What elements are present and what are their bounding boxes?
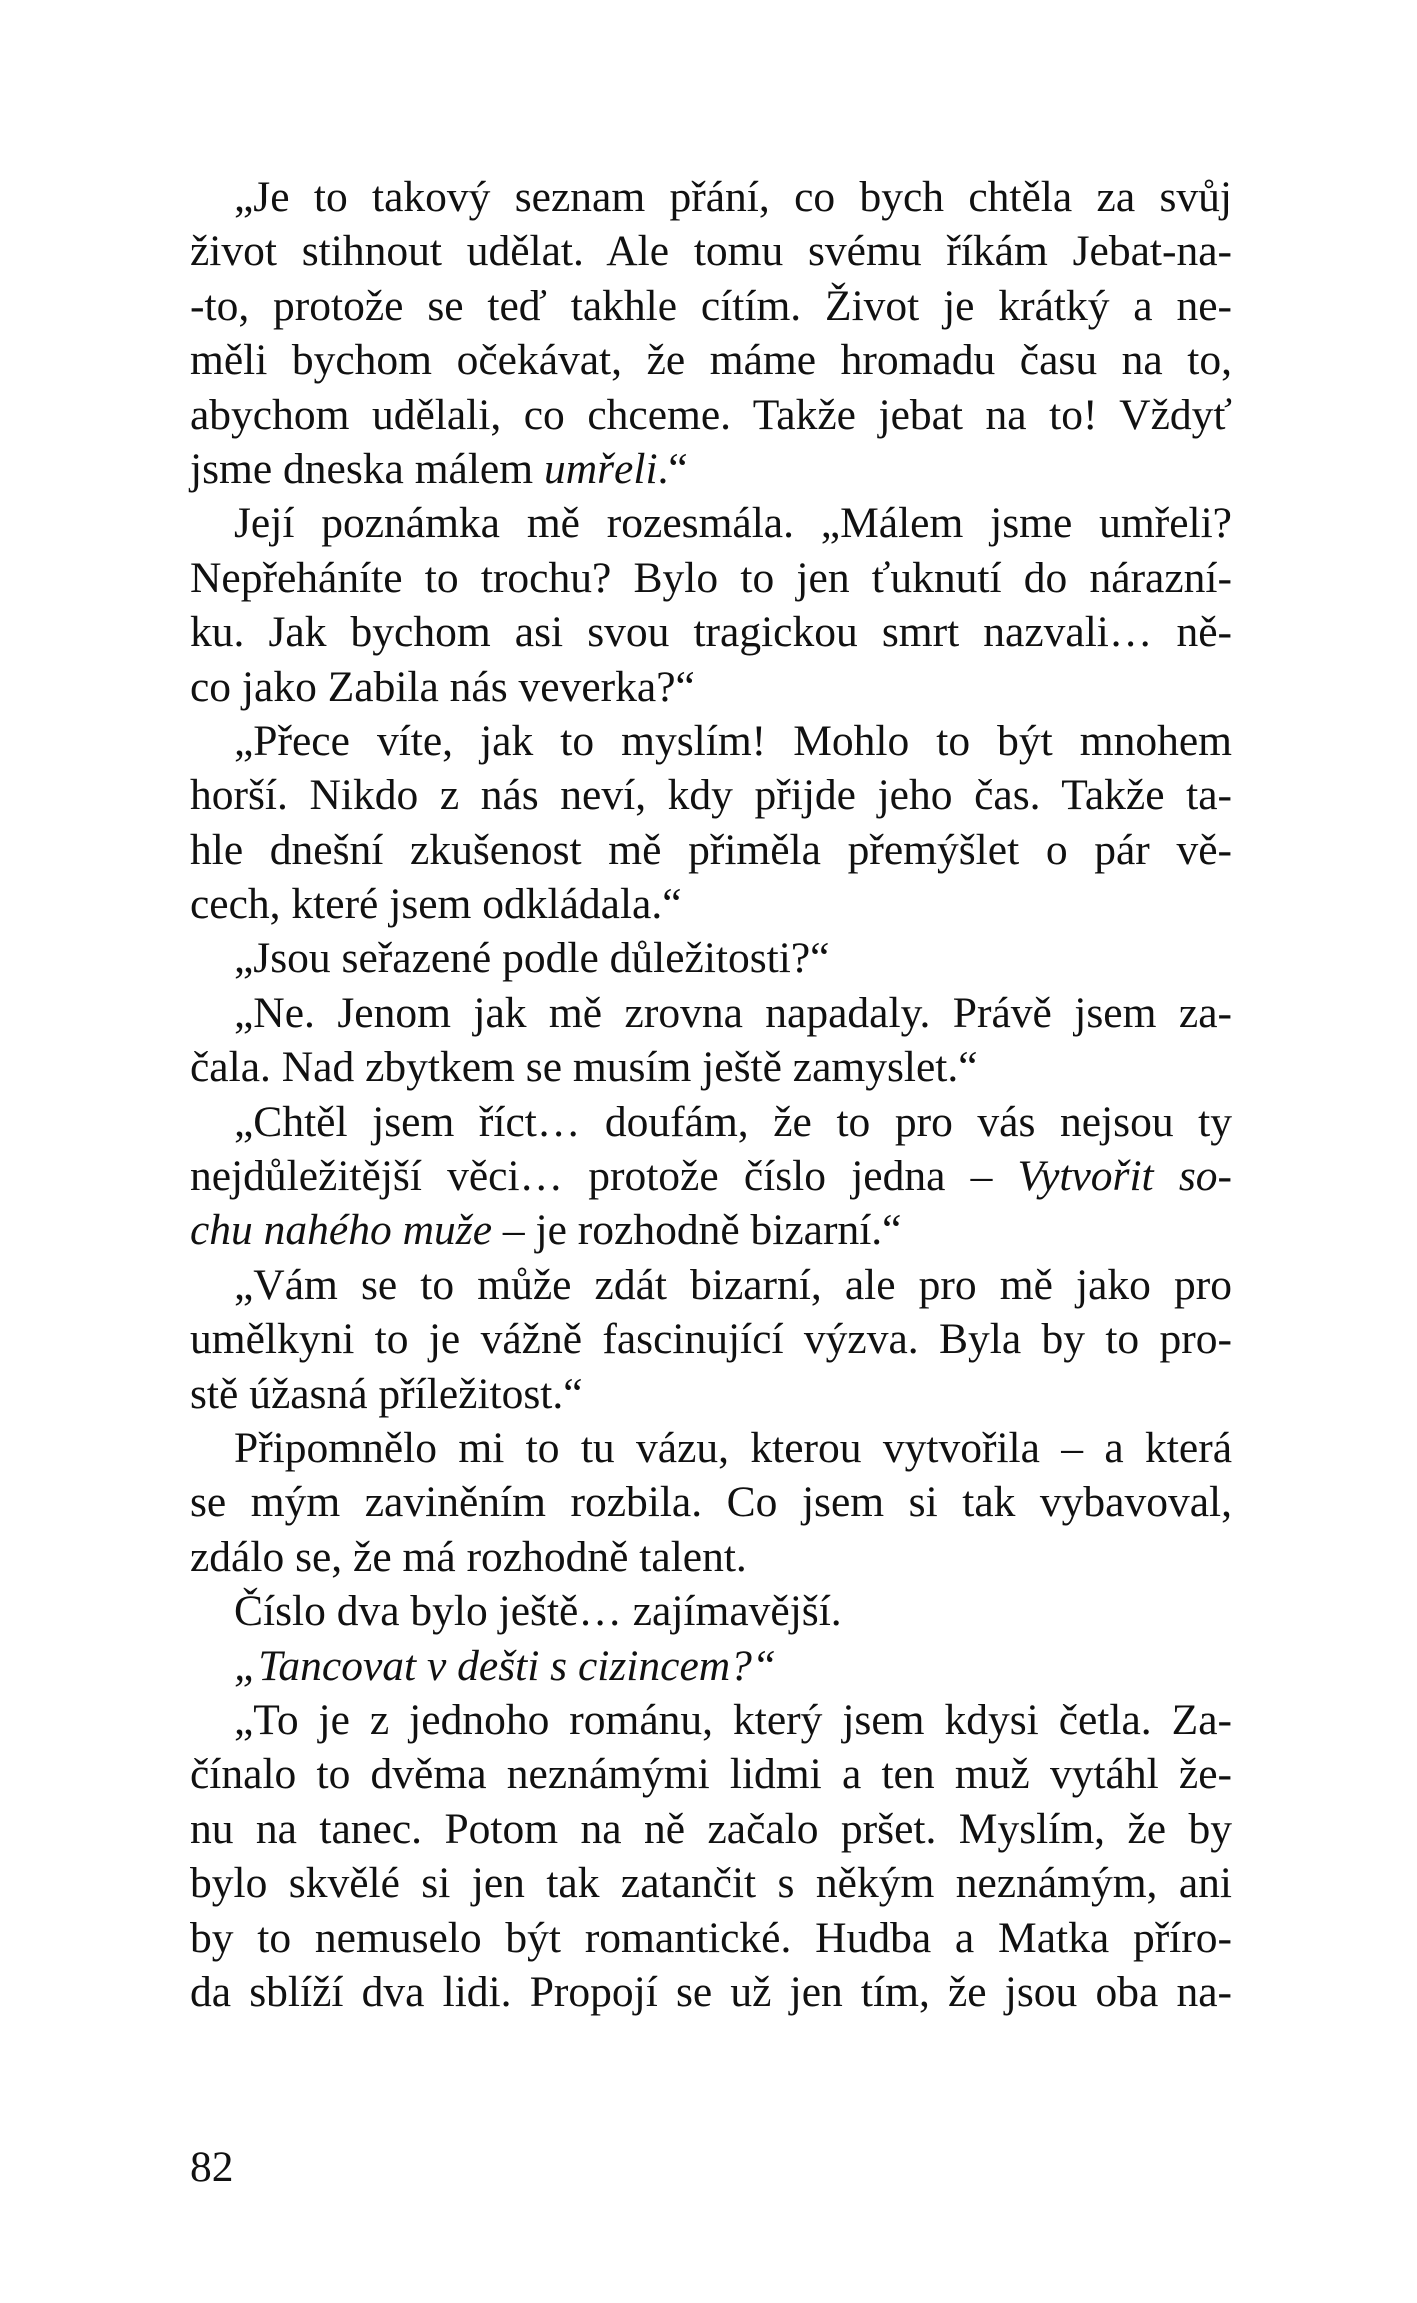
text-line: čala. Nad zbytkem se musím ještě zamyslet.“ [190,1043,978,1092]
text-line: nu na tanec. Potom na ně začalo pršet. Myslím, že by [190,1804,1232,1853]
text-line: -to, protože se teď takhle cítím. Život je krátký a ne- [190,281,1232,330]
text-line [190,1149,1232,1203]
text-line: ku. Jak bychom asi svou tragickou smrt nazvali… ně- [190,608,1232,657]
text-line: Připomnělo mi to tu vázu, kterou vytvořila – a která [234,1423,1232,1472]
text-segment: jsme dneska málem [190,444,544,493]
italic-text: umřeli [543,444,658,493]
text-line: život stihnout udělat. Ale tomu svému říkám Jebat-na- [190,227,1232,276]
text-line: „Přece víte, jak to myslím! Mohlo to být mnohem [234,716,1232,765]
text-line: co jako Zabila nás veverka?“ [190,662,695,711]
italic-text: Vytvořit so- [1017,1152,1232,1201]
text-line: „Ne. Jenom jak mě zrovna napadaly. Právě jsem za- [234,988,1232,1037]
text-line: cech, které jsem odkládala.“ [190,880,682,929]
text-line [190,442,1232,496]
text-line: stě úžasná příležitost.“ [190,1369,583,1418]
text-line: abychom udělali, co chceme. Takže jebat na to! Vždyť [190,390,1232,439]
text-line: Číslo dva bylo ještě… zajímavější. [234,1587,842,1636]
text-line: čínalo to dvěma neznámými lidmi a ten muž vytáhl že- [190,1750,1232,1799]
text-line: zdálo se, že má rozhodně talent. [190,1532,747,1581]
text-segment: – je rozhodně bizarní.“ [492,1206,902,1255]
text-line: „Jsou seřazené podle důležitosti?“ [234,934,830,983]
italic-text: „Tancovat v dešti s cizincem?“ [234,1641,777,1690]
text-line: by to nemuselo být romantické. Hudba a Matka příro- [190,1913,1232,1962]
body-text [190,170,1232,2019]
text-line: bylo skvělé si jen tak zatančit s někým neznámým, ani [190,1859,1232,1908]
text-line: „To je z jednoho románu, který jsem kdysi četla. Za- [234,1695,1232,1744]
text-line: měli bychom očekávat, že máme hromadu času na to, [190,336,1232,385]
text-line [190,1639,1232,1693]
text-line: „Chtěl jsem říct… doufám, že to pro vás nejsou ty [234,1097,1232,1146]
text-line [190,1203,1232,1257]
italic-text: chu nahého muže [190,1206,493,1255]
text-line: da sblíží dva lidi. Propojí se už jen tím, že jsou oba na- [190,1967,1232,2016]
text-segment: nejdůležitější věci… protože číslo jedna – [190,1152,1018,1201]
text-line: se mým zaviněním rozbila. Co jsem si tak vybavoval, [190,1478,1232,1527]
text-line: „Je to takový seznam přání, co bych chtěla za svůj [234,173,1232,221]
text-line: Nepřeháníte to trochu? Bylo to jen ťuknutí do nárazní- [190,553,1232,602]
text-line: Její poznámka mě rozesmála. „Málem jsme umřeli? [234,499,1232,548]
text-line: umělkyni to je vážně fascinující výzva. Byla by to pro- [190,1315,1232,1364]
text-line: horší. Nikdo z nás neví, kdy přijde jeho čas. Takže ta- [190,771,1232,820]
text-line: „Vám se to může zdát bizarní, ale pro mě jako pro [234,1260,1232,1309]
text-segment: .“ [657,444,688,493]
text-line: hle dnešní zkušenost mě přiměla přemýšlet o pár vě- [190,825,1232,874]
page-number: 82 [190,2143,234,2191]
